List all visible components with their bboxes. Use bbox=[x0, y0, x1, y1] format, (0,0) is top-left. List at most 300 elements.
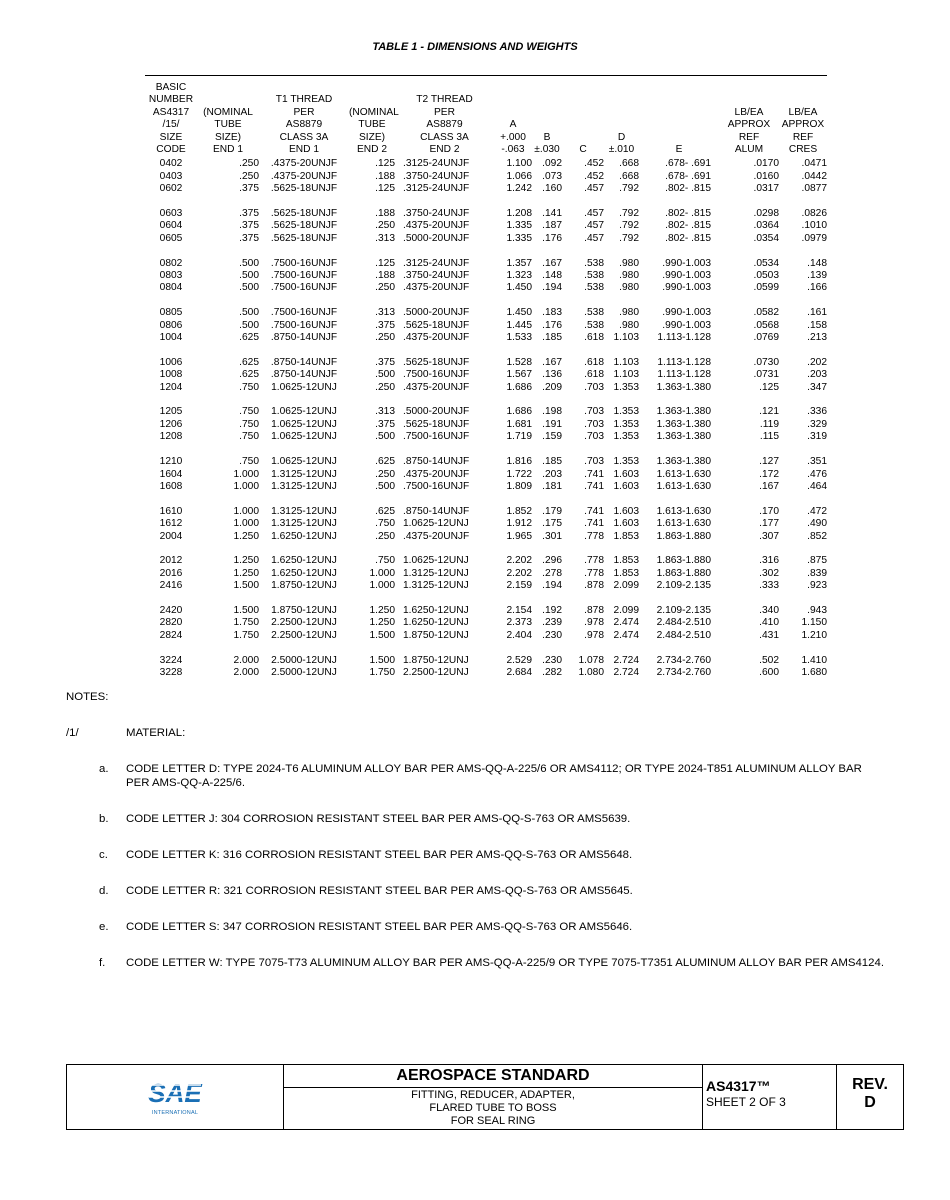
table-cell: 1.613-1.630 bbox=[656, 518, 711, 530]
table-cell: 1.853 bbox=[613, 567, 639, 579]
rev-label: REV. bbox=[852, 1076, 888, 1093]
table-cell: 2004 bbox=[159, 530, 183, 542]
table-cell: .875 bbox=[807, 555, 827, 567]
note-item-text: CODE LETTER K: 316 CORROSION RESISTANT STEEL BAR PER AMS-QQ-S-763 OR AMS5648. bbox=[126, 849, 633, 861]
note-items bbox=[66, 762, 886, 970]
table-cell: 1.000 bbox=[233, 505, 259, 517]
table-cell: 2.099 bbox=[613, 580, 639, 592]
table-cell: .125 bbox=[375, 257, 395, 269]
dimensions-table bbox=[145, 75, 827, 679]
table-cell: 2.734-2.760 bbox=[656, 666, 711, 678]
table-cell: .092 bbox=[542, 158, 562, 170]
table-cell: .500 bbox=[375, 480, 395, 492]
column-header: C bbox=[579, 144, 587, 156]
table-cell: .8750-14UNJF bbox=[270, 332, 338, 344]
table-row bbox=[145, 568, 827, 580]
table-cell: .750 bbox=[239, 406, 259, 418]
table-cell: .4375-20UNJF bbox=[403, 220, 470, 232]
table-row bbox=[145, 580, 827, 592]
table-cell: .307 bbox=[759, 530, 779, 542]
table-row bbox=[145, 233, 827, 245]
table-cell: .250 bbox=[375, 220, 395, 232]
table-cell: .3750-24UNJF bbox=[403, 208, 470, 220]
table-cell: .148 bbox=[807, 257, 827, 269]
table-cell: .802- .815 bbox=[665, 232, 711, 244]
table-cell: .0170 bbox=[753, 158, 779, 170]
table-cell: 1.150 bbox=[801, 617, 827, 629]
table-cell: 0604 bbox=[159, 220, 183, 232]
table-cell: .375 bbox=[239, 220, 259, 232]
table-cell: .802- .815 bbox=[665, 220, 711, 232]
table-row bbox=[145, 531, 827, 543]
table-cell: .3125-24UNJF bbox=[403, 158, 470, 170]
table-cell: .476 bbox=[807, 468, 827, 480]
table-cell: .980 bbox=[619, 319, 639, 331]
note-item-letter: a. bbox=[99, 763, 109, 775]
table-cell: 1.863-1.880 bbox=[656, 555, 711, 567]
table-row bbox=[145, 369, 827, 381]
table-cell: 0802 bbox=[159, 257, 183, 269]
table-cell: .678- .691 bbox=[665, 170, 711, 182]
table-cell: 1.8750-12UNJ bbox=[271, 580, 337, 592]
note-title: MATERIAL: bbox=[126, 727, 186, 739]
table-cell: 1.103 bbox=[613, 369, 639, 381]
column-header: A +.000 -.063 bbox=[500, 119, 526, 156]
table-cell: .0568 bbox=[753, 319, 779, 331]
table-title: TABLE 1 - DIMENSIONS AND WEIGHTS bbox=[372, 41, 578, 53]
table-cell: .852 bbox=[807, 530, 827, 542]
table-row bbox=[145, 320, 827, 332]
table-cell: .878 bbox=[584, 604, 604, 616]
table-cell: .176 bbox=[542, 319, 562, 331]
table-cell: 1.8750-12UNJ bbox=[403, 629, 469, 641]
table-row bbox=[145, 245, 827, 270]
table-cell: .0534 bbox=[753, 257, 779, 269]
table-row bbox=[145, 344, 827, 369]
table-cell: 2.159 bbox=[506, 580, 532, 592]
table-cell: 1.603 bbox=[613, 468, 639, 480]
table-cell: .4375-20UNJF bbox=[403, 282, 470, 294]
sheet-number: SHEET 2 OF 3 bbox=[706, 1095, 786, 1109]
table-cell: .452 bbox=[584, 170, 604, 182]
table-cell: .125 bbox=[375, 158, 395, 170]
table-cell: .0826 bbox=[801, 208, 827, 220]
note-item bbox=[66, 920, 886, 934]
column-header: LB/EA APPROX REF CRES bbox=[781, 106, 825, 156]
table-cell: .0582 bbox=[753, 307, 779, 319]
table-cell: .7500-16UNJF bbox=[270, 319, 338, 331]
table-cell: .792 bbox=[619, 220, 639, 232]
table-cell: .978 bbox=[584, 629, 604, 641]
table-row bbox=[145, 270, 827, 282]
table-cell: .452 bbox=[584, 158, 604, 170]
table-cell: .978 bbox=[584, 617, 604, 629]
table-cell: .296 bbox=[542, 555, 562, 567]
table-cell: .943 bbox=[807, 604, 827, 616]
table-cell: 1.965 bbox=[506, 530, 532, 542]
table-cell: 1.6250-12UNJ bbox=[271, 555, 337, 567]
table-row bbox=[145, 593, 827, 618]
table-cell: .192 bbox=[542, 604, 562, 616]
note-label: /1/ bbox=[66, 727, 79, 739]
table-cell: 0806 bbox=[159, 319, 183, 331]
table-cell: 1.863-1.880 bbox=[656, 567, 711, 579]
table-cell: .188 bbox=[375, 208, 395, 220]
column-header: B ±.030 bbox=[534, 131, 560, 156]
note-item bbox=[66, 812, 886, 826]
title-block-doc bbox=[703, 1065, 837, 1129]
table-cell: 2.154 bbox=[506, 604, 532, 616]
table-cell: .625 bbox=[375, 456, 395, 468]
table-cell: .073 bbox=[542, 170, 562, 182]
column-header: T1 THREAD PER AS8879 CLASS 3A END 1 bbox=[275, 94, 333, 156]
table-cell: 1.853 bbox=[613, 555, 639, 567]
table-cell: .625 bbox=[239, 332, 259, 344]
table-cell: 1.750 bbox=[233, 617, 259, 629]
table-cell: .125 bbox=[375, 183, 395, 195]
logo-subtext: INTERNATIONAL bbox=[151, 1110, 199, 1116]
table-row bbox=[145, 518, 827, 530]
table-cell: 1.445 bbox=[506, 319, 532, 331]
table-cell: .7500-16UNJF bbox=[270, 257, 338, 269]
table-cell: .167 bbox=[759, 480, 779, 492]
table-cell: 1.363-1.380 bbox=[656, 381, 711, 393]
table-cell: 1.567 bbox=[506, 369, 532, 381]
table-cell: .250 bbox=[375, 332, 395, 344]
table-cell: 2.5000-12UNJ bbox=[271, 654, 337, 666]
table-cell: 1008 bbox=[159, 369, 183, 381]
table-cell: .166 bbox=[807, 282, 827, 294]
table-cell: 1.0625-12UNJ bbox=[271, 418, 337, 430]
table-cell: .0442 bbox=[801, 170, 827, 182]
logo-text: SAE bbox=[148, 1078, 202, 1108]
table-cell: .8750-14UNJF bbox=[270, 356, 338, 368]
table-cell: .141 bbox=[542, 208, 562, 220]
table-cell: .625 bbox=[375, 505, 395, 517]
note-item-letter: f. bbox=[99, 957, 106, 969]
table-cell: .457 bbox=[584, 183, 604, 195]
table-cell: 1.066 bbox=[506, 170, 532, 182]
table-cell: 1.750 bbox=[369, 666, 395, 678]
table-cell: .177 bbox=[759, 518, 779, 530]
table-cell: .161 bbox=[807, 307, 827, 319]
table-cell: 2.684 bbox=[506, 666, 532, 678]
table-cell: .4375-20UNJF bbox=[403, 468, 470, 480]
table-cell: .792 bbox=[619, 208, 639, 220]
table-cell: 1.335 bbox=[506, 232, 532, 244]
table-cell: .878 bbox=[584, 580, 604, 592]
table-cell: 1.0625-12UNJ bbox=[271, 406, 337, 418]
table-cell: 1612 bbox=[159, 518, 183, 530]
table-cell: .980 bbox=[619, 307, 639, 319]
table-cell: .839 bbox=[807, 567, 827, 579]
table-cell: .538 bbox=[584, 307, 604, 319]
table-cell: .5625-18UNJF bbox=[270, 232, 338, 244]
table-cell: .980 bbox=[619, 282, 639, 294]
table-cell: 1.000 bbox=[369, 580, 395, 592]
table-cell: 1.3125-12UNJ bbox=[271, 505, 337, 517]
table-cell: 1.353 bbox=[613, 456, 639, 468]
table-row bbox=[145, 394, 827, 419]
doc-number: AS4317™ bbox=[706, 1078, 771, 1094]
table-cell: .5000-20UNJF bbox=[403, 232, 470, 244]
table-cell: 1.603 bbox=[613, 505, 639, 517]
table-cell: .302 bbox=[759, 567, 779, 579]
table-cell: 1.500 bbox=[233, 604, 259, 616]
table-row bbox=[145, 183, 827, 195]
table-cell: 2.202 bbox=[506, 555, 532, 567]
table-cell: .0354 bbox=[753, 232, 779, 244]
table-cell: 2420 bbox=[159, 604, 183, 616]
table-cell: .172 bbox=[759, 468, 779, 480]
table-cell: 2.529 bbox=[506, 654, 532, 666]
table-cell: 1.250 bbox=[233, 555, 259, 567]
table-cell: .464 bbox=[807, 480, 827, 492]
table-cell: .778 bbox=[584, 555, 604, 567]
table-cell: 1.500 bbox=[369, 629, 395, 641]
table-row bbox=[145, 382, 827, 394]
table-cell: 1.719 bbox=[506, 431, 532, 443]
table-cell: .250 bbox=[375, 381, 395, 393]
table-cell: 1.0625-12UNJ bbox=[271, 431, 337, 443]
table-cell: 3228 bbox=[159, 666, 183, 678]
table-cell: 1006 bbox=[159, 356, 183, 368]
table-cell: 1.686 bbox=[506, 381, 532, 393]
table-cell: .185 bbox=[542, 456, 562, 468]
column-header: (NOMINAL TUBE SIZE) END 2 bbox=[349, 106, 399, 156]
table-cell: .990-1.003 bbox=[662, 319, 711, 331]
table-cell: .668 bbox=[619, 170, 639, 182]
table-cell: .457 bbox=[584, 208, 604, 220]
table-cell: 1004 bbox=[159, 332, 183, 344]
table-cell: .250 bbox=[239, 170, 259, 182]
table-cell: 0402 bbox=[159, 158, 183, 170]
table-cell: .115 bbox=[759, 431, 779, 443]
table-cell: 0603 bbox=[159, 208, 183, 220]
table-cell: .213 bbox=[807, 332, 827, 344]
table-cell: 1.113-1.128 bbox=[657, 369, 711, 381]
table-cell: .203 bbox=[542, 468, 562, 480]
table-cell: .185 bbox=[542, 332, 562, 344]
table-cell: 2.474 bbox=[613, 629, 639, 641]
table-cell: .990-1.003 bbox=[662, 257, 711, 269]
table-cell: .457 bbox=[584, 232, 604, 244]
table-row bbox=[145, 617, 827, 629]
table-cell: .375 bbox=[239, 183, 259, 195]
table-cell: .750 bbox=[375, 518, 395, 530]
table-cell: .741 bbox=[584, 480, 604, 492]
table-cell: .375 bbox=[375, 356, 395, 368]
table-cell: 3224 bbox=[159, 654, 183, 666]
table-cell: .8750-14UNJF bbox=[403, 505, 470, 517]
table-cell: 1.852 bbox=[506, 505, 532, 517]
table-row bbox=[145, 431, 827, 443]
table-cell: 1204 bbox=[159, 381, 183, 393]
table-cell: .5000-20UNJF bbox=[403, 307, 470, 319]
table-cell: .202 bbox=[807, 356, 827, 368]
table-cell: .778 bbox=[584, 567, 604, 579]
table-cell: 1.809 bbox=[506, 480, 532, 492]
table-cell: .600 bbox=[759, 666, 779, 678]
table-cell: .250 bbox=[375, 530, 395, 542]
table-cell: 2.109-2.135 bbox=[656, 604, 711, 616]
table-cell: .301 bbox=[542, 530, 562, 542]
table-cell: 1.8750-12UNJ bbox=[271, 604, 337, 616]
table-cell: .472 bbox=[807, 505, 827, 517]
table-cell: .7500-16UNJF bbox=[270, 307, 338, 319]
table-cell: 1.363-1.380 bbox=[656, 418, 711, 430]
table-cell: 1.3125-12UNJ bbox=[403, 567, 469, 579]
table-cell: .7500-16UNJF bbox=[270, 270, 338, 282]
table-cell: .5625-18UNJF bbox=[403, 356, 470, 368]
table-cell: .1010 bbox=[801, 220, 827, 232]
table-cell: .125 bbox=[759, 381, 779, 393]
table-cell: .179 bbox=[542, 505, 562, 517]
table-cell: .457 bbox=[584, 220, 604, 232]
table-cell: .750 bbox=[239, 456, 259, 468]
table-cell: 1.000 bbox=[233, 468, 259, 480]
table-cell: .347 bbox=[807, 381, 827, 393]
table-cell: .750 bbox=[375, 555, 395, 567]
table-row bbox=[145, 642, 827, 667]
table-cell: .703 bbox=[584, 431, 604, 443]
table-row bbox=[145, 493, 827, 518]
table-cell: .625 bbox=[239, 356, 259, 368]
table-row bbox=[145, 630, 827, 642]
table-row bbox=[145, 158, 827, 170]
table-cell: 1.323 bbox=[506, 270, 532, 282]
table-cell: 2.109-2.135 bbox=[656, 580, 711, 592]
note-1 bbox=[66, 726, 886, 740]
table-cell: .203 bbox=[807, 369, 827, 381]
table-cell: 1.250 bbox=[233, 567, 259, 579]
table-cell: 2.373 bbox=[506, 617, 532, 629]
table-cell: 1.912 bbox=[506, 518, 532, 530]
table-cell: .500 bbox=[375, 369, 395, 381]
table-cell: .194 bbox=[542, 282, 562, 294]
table-cell: 1.863-1.880 bbox=[656, 530, 711, 542]
table-cell: 2.202 bbox=[506, 567, 532, 579]
table-cell: 1.210 bbox=[801, 629, 827, 641]
table-cell: 1.450 bbox=[506, 282, 532, 294]
table-cell: .250 bbox=[239, 158, 259, 170]
table-cell: .3750-24UNJF bbox=[403, 170, 470, 182]
note-item-letter: d. bbox=[99, 885, 109, 897]
note-item-letter: b. bbox=[99, 813, 109, 825]
table-cell: .230 bbox=[542, 629, 562, 641]
table-cell: .187 bbox=[542, 220, 562, 232]
note-item bbox=[66, 762, 886, 790]
table-cell: .0877 bbox=[801, 183, 827, 195]
table-cell: .750 bbox=[239, 381, 259, 393]
table-row bbox=[145, 220, 827, 232]
table-cell: 1.335 bbox=[506, 220, 532, 232]
table-cell: 2.484-2.510 bbox=[656, 629, 711, 641]
table-cell: .250 bbox=[375, 282, 395, 294]
table-cell: .502 bbox=[759, 654, 779, 666]
table-cell: 1.853 bbox=[613, 530, 639, 542]
table-cell: .990-1.003 bbox=[662, 307, 711, 319]
table-cell: 2820 bbox=[159, 617, 183, 629]
table-cell: .127 bbox=[759, 456, 779, 468]
table-cell: 1.680 bbox=[801, 666, 827, 678]
table-cell: 2.5000-12UNJ bbox=[271, 666, 337, 678]
notes-heading: NOTES: bbox=[66, 691, 109, 703]
table-cell: 2.2500-12UNJ bbox=[403, 666, 469, 678]
table-cell: .538 bbox=[584, 270, 604, 282]
table-cell: 1.353 bbox=[613, 381, 639, 393]
table-cell: .490 bbox=[807, 518, 827, 530]
table-cell: 1.750 bbox=[233, 629, 259, 641]
table-cell: .167 bbox=[542, 257, 562, 269]
note-item-text: CODE LETTER D: TYPE 2024-T6 ALUMINUM ALLOY BAR PER AMS-QQ-A-225/6 OR AMS4112; OR TYPE 2024-T851 ALUMINUM ALLOY BAR PER AMS-QQ-A-225/6. bbox=[126, 763, 862, 789]
table-cell: 0805 bbox=[159, 307, 183, 319]
table-cell: 1.410 bbox=[801, 654, 827, 666]
sae-logo bbox=[67, 1065, 284, 1129]
table-cell: .158 bbox=[807, 319, 827, 331]
table-cell: .750 bbox=[239, 418, 259, 430]
table-cell: .750 bbox=[239, 431, 259, 443]
table-cell: 1610 bbox=[159, 505, 183, 517]
table-cell: 1.078 bbox=[578, 654, 604, 666]
note-item-text: CODE LETTER R: 321 CORROSION RESISTANT STEEL BAR PER AMS-QQ-S-763 OR AMS5645. bbox=[126, 885, 633, 897]
table-cell: .5625-18UNJF bbox=[270, 183, 338, 195]
table-cell: 2.484-2.510 bbox=[656, 617, 711, 629]
table-cell: .625 bbox=[239, 369, 259, 381]
table-cell: .4375-20UNJF bbox=[403, 381, 470, 393]
title-block bbox=[66, 1064, 904, 1130]
table-row bbox=[145, 444, 827, 469]
notes-section bbox=[66, 690, 886, 992]
table-cell: .239 bbox=[542, 617, 562, 629]
table-cell: .5000-20UNJF bbox=[403, 406, 470, 418]
table-cell: 1.113-1.128 bbox=[657, 332, 711, 344]
table-cell: .313 bbox=[375, 406, 395, 418]
table-cell: .198 bbox=[542, 406, 562, 418]
table-cell: .5625-18UNJF bbox=[403, 319, 470, 331]
table-cell: .7500-16UNJF bbox=[403, 431, 470, 443]
note-item-text: CODE LETTER S: 347 CORROSION RESISTANT STEEL BAR PER AMS-QQ-S-763 OR AMS5646. bbox=[126, 921, 633, 933]
table-cell: .3125-24UNJF bbox=[403, 183, 470, 195]
table-cell: .703 bbox=[584, 456, 604, 468]
part-description: FITTING, REDUCER, ADAPTER, FLARED TUBE TO BOSS FOR SEAL RING bbox=[411, 1089, 575, 1127]
table-cell: .7500-16UNJF bbox=[403, 480, 470, 492]
table-cell: .431 bbox=[759, 629, 779, 641]
table-cell: 1.353 bbox=[613, 431, 639, 443]
table-cell: .167 bbox=[542, 356, 562, 368]
table-cell: 1608 bbox=[159, 480, 183, 492]
table-cell: .230 bbox=[542, 654, 562, 666]
table-cell: .375 bbox=[375, 418, 395, 430]
table-cell: .316 bbox=[759, 555, 779, 567]
table-cell: 1.363-1.380 bbox=[656, 406, 711, 418]
table-cell: .4375-20UNJF bbox=[403, 530, 470, 542]
column-header: D ±.010 bbox=[608, 131, 635, 156]
standard-type: AEROSPACE STANDARD bbox=[284, 1065, 702, 1088]
table-cell: 1.353 bbox=[613, 418, 639, 430]
table-cell: .121 bbox=[759, 406, 779, 418]
table-row bbox=[145, 295, 827, 320]
table-cell: .802- .815 bbox=[665, 183, 711, 195]
table-cell: 1.3125-12UNJ bbox=[271, 468, 337, 480]
table-cell: 1.613-1.630 bbox=[656, 468, 711, 480]
table-cell: .802- .815 bbox=[665, 208, 711, 220]
table-cell: .668 bbox=[619, 158, 639, 170]
table-cell: .181 bbox=[542, 480, 562, 492]
table-cell: 1.533 bbox=[506, 332, 532, 344]
table-cell: 1.6250-12UNJ bbox=[271, 530, 337, 542]
table-cell: .0979 bbox=[801, 232, 827, 244]
